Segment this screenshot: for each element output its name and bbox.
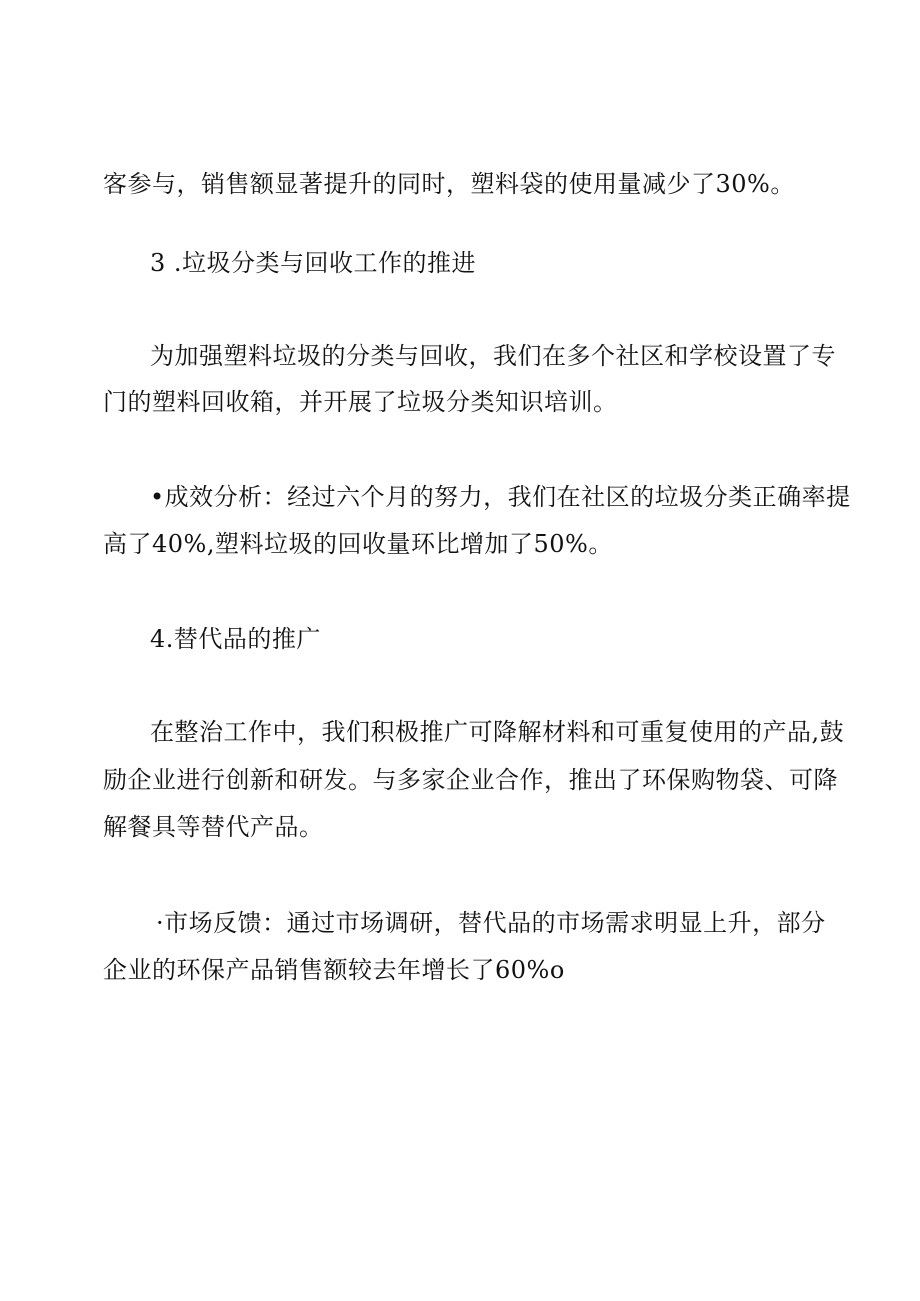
section-4-bullet-line-1: ·市场反馈：通过市场调研，替代品的市场需求明显上升，部分 xyxy=(156,909,826,937)
section-3-bullet-line-2: 高了40%,塑料垃圾的回收量环比增加了50%。 xyxy=(103,530,613,558)
section-4-paragraph-line-2: 励企业进行创新和研发。与多家企业合作，推出了环保购物袋、可降 xyxy=(103,766,838,794)
section-4-heading: 4.替代品的推广 xyxy=(150,625,321,653)
section-4-bullet-line-2: 企业的环保产品销售额较去年增长了60%o xyxy=(103,956,565,984)
continuation-line: 客参与，销售额显著提升的同时，塑料袋的使用量减少了30%。 xyxy=(103,170,795,198)
section-4-paragraph-line-1: 在整治工作中，我们积极推广可降解材料和可重复使用的产品,鼓 xyxy=(150,718,845,746)
section-3-paragraph-line-2: 门的塑料回收箱，并开展了垃圾分类知识培训。 xyxy=(103,388,618,416)
section-3-bullet-line-1: •成效分析：经过六个月的努力，我们在社区的垃圾分类正确率提 xyxy=(150,483,851,511)
section-3-paragraph-line-1: 为加强塑料垃圾的分类与回收，我们在多个社区和学校设置了专 xyxy=(150,342,836,370)
section-3-heading: 3 .垃圾分类与回收工作的推进 xyxy=(150,249,477,277)
section-4-paragraph-line-3: 解餐具等替代产品。 xyxy=(103,813,324,841)
